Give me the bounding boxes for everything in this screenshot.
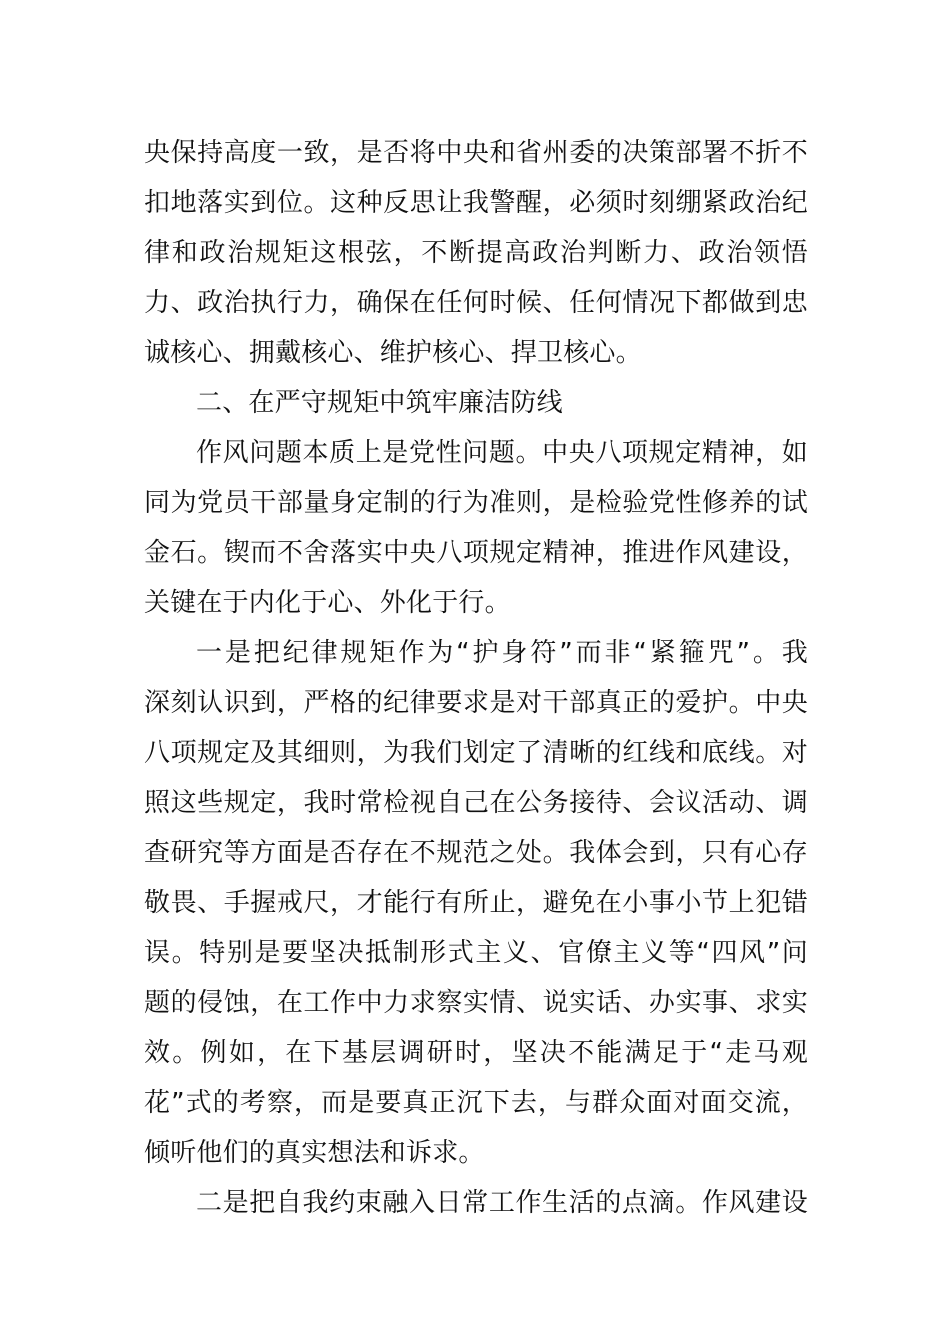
- text-line-1: 央保持高度一致，是否将中央和省州委的决策部署不折不: [144, 138, 808, 168]
- text-line-21: 倾听他们的真实想法和诉求。: [144, 1138, 485, 1168]
- text-line-20: 花”式的考察，而是要真正沉下去，与群众面对面交流，: [144, 1088, 808, 1118]
- text-line-2: 扣地落实到位。这种反思让我警醒，必须时刻绷紧政治纪: [144, 188, 808, 218]
- text-line-19: 效。例如，在下基层调研时，坚决不能满足于“走马观: [144, 1038, 808, 1068]
- text-line-10: 关键在于内化于心、外化于行。: [144, 588, 511, 618]
- text-line-17: 误。特别是要坚决抵制形式主义、官僚主义等“四风”问: [144, 938, 808, 968]
- text-line-11: 一是把纪律规矩作为“护身符”而非“紧箍咒”。我: [196, 638, 808, 668]
- text-line-4: 力、政治执行力，确保在任何时候、任何情况下都做到忠: [144, 288, 808, 318]
- text-line-5: 诚核心、拥戴核心、维护核心、捍卫核心。: [144, 338, 642, 368]
- text-line-14: 照这些规定，我时常检视自己在公务接待、会议活动、调: [144, 788, 808, 818]
- text-line-7: 作风问题本质上是党性问题。中央八项规定精神，如: [196, 438, 808, 468]
- document-page: [144, 128, 808, 1228]
- text-line-3: 律和政治规矩这根弦，不断提高政治判断力、政治领悟: [144, 238, 808, 268]
- text-line-18: 题的侵蚀，在工作中力求察实情、说实话、办实事、求实: [144, 988, 808, 1018]
- text-line-22: 二是把自我约束融入日常工作生活的点滴。作风建设: [196, 1188, 808, 1218]
- text-line-8: 同为党员干部量身定制的行为准则，是检验党性修养的试: [144, 488, 808, 518]
- text-line-13: 八项规定及其细则，为我们划定了清晰的红线和底线。对: [144, 738, 808, 768]
- text-line-12: 深刻认识到，严格的纪律要求是对干部真正的爱护。中央: [144, 688, 808, 718]
- text-line-9: 金石。锲而不舍落实中央八项规定精神，推进作风建设，: [144, 538, 808, 568]
- text-line-15: 查研究等方面是否存在不规范之处。我体会到，只有心存: [144, 838, 808, 868]
- section-heading: 二、在严守规矩中筑牢廉洁防线: [196, 388, 563, 418]
- text-line-16: 敬畏、手握戒尺，才能行有所止，避免在小事小节上犯错: [144, 888, 808, 918]
